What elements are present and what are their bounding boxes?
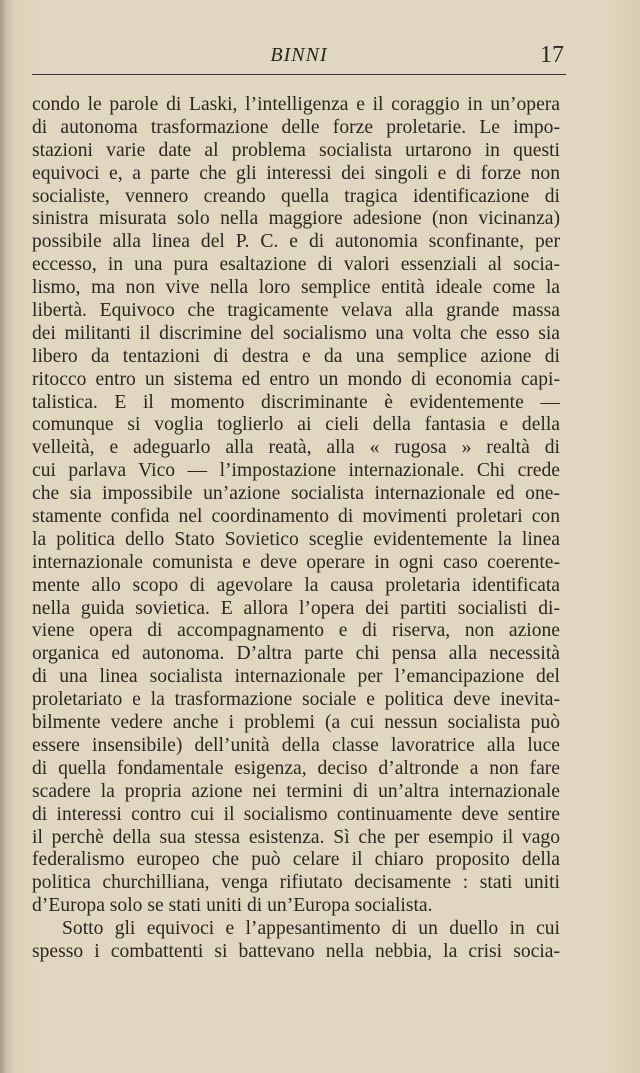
text-line: la politica dello Stato Sovietico sceglie evidentemente la linea [32,528,560,550]
text-line: federalismo europeo che può celare il chiaro proposito della [32,849,560,871]
running-head: BINNI [270,44,328,66]
text-line: libero da tentazioni di destra e da una semplice azione di [32,345,560,367]
page-number: 17 [540,42,564,68]
text-line: politica churchilliana, venga rifiutato decisamente : stati uniti [32,872,560,894]
text-line: equivoci e, a parte che gli interessi dei singoli e di forze non [32,162,560,184]
text-line: ritocco entro un sistema ed entro un mondo di economia capi- [32,368,560,390]
text-line: possibile alla linea del P. C. e di autonomia sconfinante, per [32,231,560,253]
text-line: proletariato e la trasformazione sociale e politica deve inevita- [32,689,560,711]
text-line: internazionale comunista e deve operare in ogni caso coerente- [32,551,560,573]
text-line: stazioni varie date al problema socialista urtarono in questi [32,139,560,161]
text-line: mente allo scopo di agevolare la causa proletaria identificata [32,574,560,596]
text-line: stamente confida nel coordinamento di movimenti proletari con [32,506,560,528]
page-header [32,40,566,75]
text-line: libertà. Equivoco che tragicamente velava alla grande massa [32,300,560,322]
text-line: bilmente vedere anche i problemi (a cui nessun socialista può [32,712,560,734]
text-line: dei militanti il discrimine del socialismo una volta che esso sia [32,322,560,344]
text-line: socialiste, vennero creando quella tragica identificazione di [32,185,560,207]
text-line: comunque si voglia toglierlo ai cieli della fantasia e della [32,414,560,436]
text-line: scadere la propria azione nei termini di un’altra internazionale [32,780,560,802]
text-line: di una linea socialista internazionale per l’emancipazione del [32,666,560,688]
text-line: viene opera di accompagnamento e di riserva, non azione [32,620,560,642]
text-line: di interessi contro cui il socialismo continuamente deve sentire [32,803,560,825]
text-line: sinistra misurata solo nella maggiore adesione (non vicinanza) [32,208,560,230]
text-line: essere insensibile) dell’unità della classe lavoratrice alla luce [32,734,560,756]
body-text [32,94,560,964]
text-line: d’Europa solo se stati uniti di un’Europa socialista. [32,895,433,917]
text-line: nella guida sovietica. E allora l’opera dei partiti socialisti di- [32,597,560,619]
text-line: cui parlava Vico — l’impostazione internazionale. Chi crede [32,460,560,482]
text-line: di autonoma trasformazione delle forze proletarie. Le impo- [32,116,560,138]
text-line: lismo, ma non vive nella loro semplice entità ideale come la [32,277,560,299]
text-line: Sotto gli equivoci e l’appesantimento di un duello in cui [62,918,560,940]
text-line: che sia impossibile un’azione socialista internazionale ed one- [32,483,560,505]
text-line: eccesso, in una pura esaltazione di valori essenziali al socia- [32,254,560,276]
text-line: velleità, e adeguarlo alla reatà, alla « rugosa » realtà di [32,437,560,459]
text-line: talistica. E il momento discriminante è evidentemente — [32,391,560,413]
text-line: di quella fondamentale esigenza, deciso d’altronde a non fare [32,757,560,779]
text-line: condo le parole di Laski, l’intelligenza e il coraggio in un’opera [32,94,560,115]
text-line: spesso i combattenti si battevano nella nebbia, la crisi socia- [32,940,560,962]
text-line: organica ed autonoma. D’altra parte chi pensa alla necessità [32,643,560,665]
text-line: il perchè della sua stessa esistenza. Sì che per esempio il vago [32,826,560,848]
